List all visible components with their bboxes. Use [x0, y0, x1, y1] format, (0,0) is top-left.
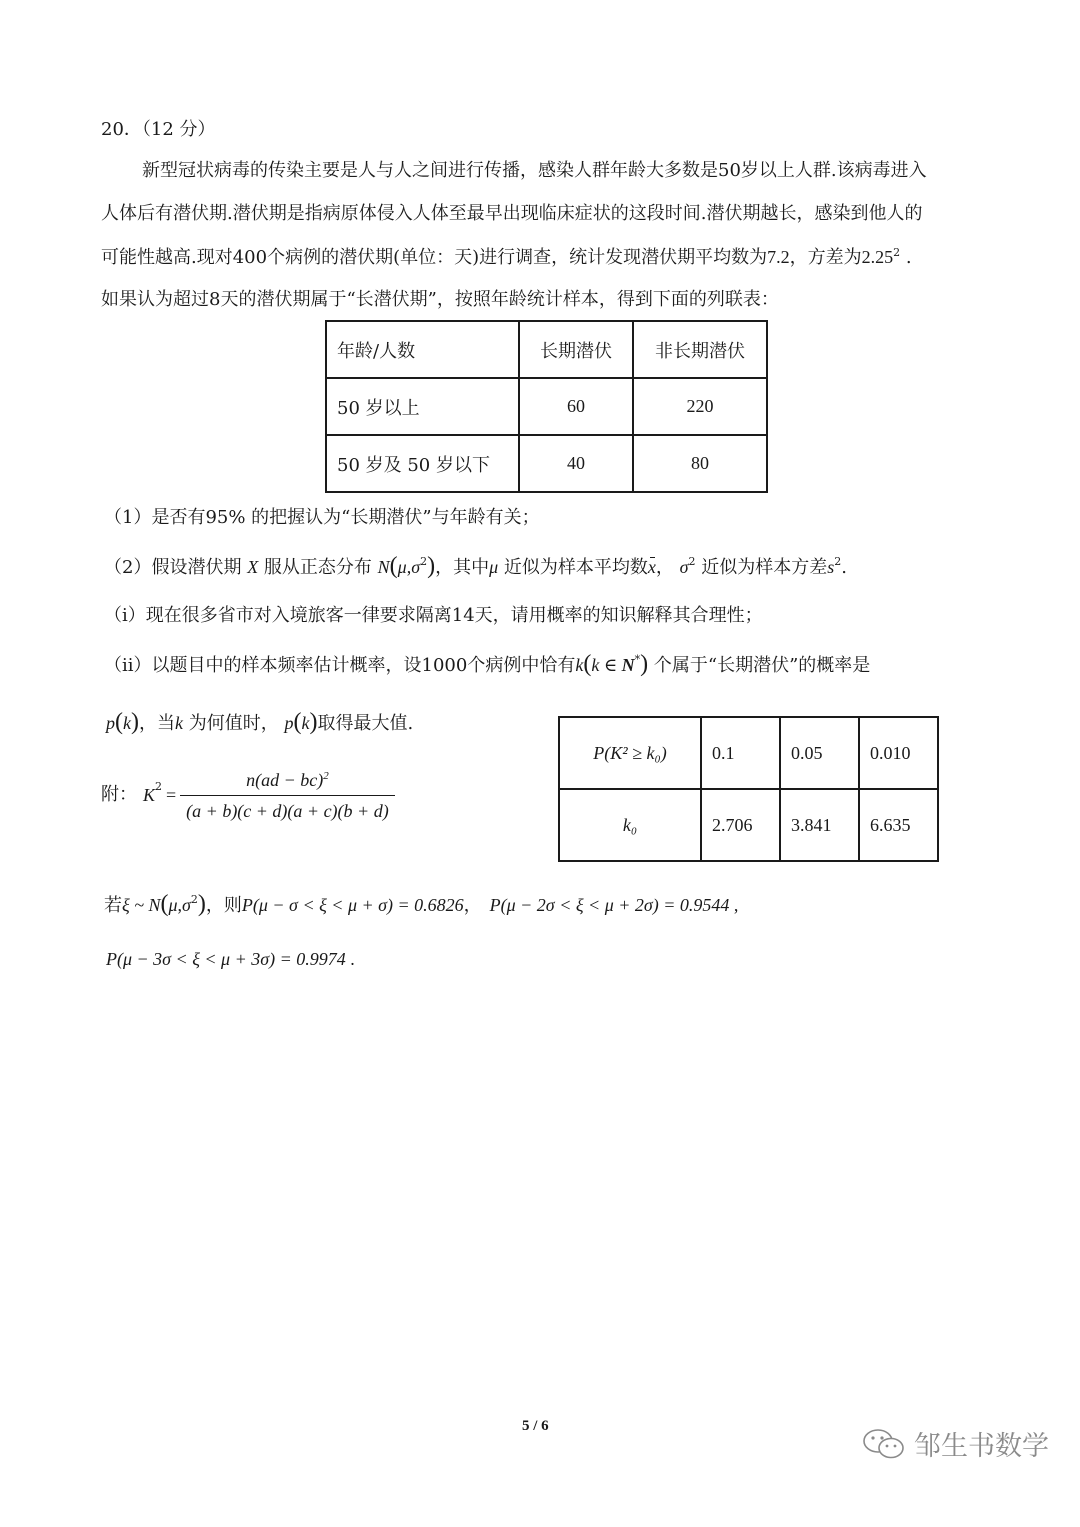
table-cell: 6.635 — [859, 789, 938, 861]
table-header-cell: k₀ — [559, 789, 701, 861]
normal-eq-3: P(μ − 3σ < ξ < μ + 3σ) = 0.9974 — [106, 949, 346, 969]
intro-line-4: 如果认为超过8天的潜伏期属于“长潜伏期”，按照年龄统计样本，得到下面的列联表： — [101, 289, 779, 310]
table-cell: 0.05 — [780, 717, 859, 789]
table-header-row — [326, 321, 767, 378]
normal-line-1: 若ξ ~ $N(\mu,\sigma^2)$，则P(μ − σ < ξ < μ + σ) = 0.6826， P(μ − 2σ < ξ < μ + 2σ) = 0.9544 , — [104, 891, 739, 917]
table-cell: 40 — [519, 435, 633, 492]
table-header-cell: 非长期潜伏 — [633, 321, 767, 378]
table-cell: 50 岁及 50 岁以下 — [326, 435, 519, 492]
appendix-label: 附： — [101, 784, 137, 805]
mean-value: 7.2 — [767, 247, 790, 267]
question-header: 20．（12 分） — [101, 119, 216, 140]
table-row — [326, 435, 767, 492]
table-cell: 50 岁以上 — [326, 378, 519, 435]
part-2: （2）假设潜伏期 X 服从正态分布 $N(\mu,\sigma^2)$，其中μ 近似为样本平均数x， $\sigma^2$ 近似为样本方差$s^2$. — [104, 553, 847, 579]
part-i: （i）现在很多省市对入境旅客一律要求隔离14天，请用概率的知识解释其合理性； — [104, 605, 763, 626]
table-header-cell: 年龄/人数 — [326, 321, 519, 378]
part-ii-line-2: p(k)，当k 为何值时， p(k)取得最大值. — [106, 709, 414, 735]
intro-line-3: 可能性越高.现对400个病例的潜伏期(单位：天)进行调查，统计发现潜伏期平均数为7.2，方差为2.25$^2$ . — [101, 246, 912, 268]
table-cell: 60 — [519, 378, 633, 435]
table-row — [326, 378, 767, 435]
page-number: 5 / 6 — [522, 1418, 549, 1434]
table-row — [559, 789, 938, 861]
wechat-icon — [862, 1427, 906, 1461]
variance-value: 2.25 — [861, 247, 894, 267]
table-cell: 2.706 — [701, 789, 780, 861]
table-cell: 220 — [633, 378, 767, 435]
table-row — [559, 717, 938, 789]
table-cell: 0.1 — [701, 717, 780, 789]
intro-line-1: 新型冠状病毒的传染主要是人与人之间进行传播，感染人群年龄大多数是50岁以上人群.该病毒进入 — [142, 160, 927, 181]
appendix-formula: 附： K $^2$ = $\frac{n(ad - bc)^2}{(a + b)(c + d)(a + c)(b + d)}$ — [101, 760, 395, 830]
table-header-cell: 长期潜伏 — [519, 321, 633, 378]
fraction-numerator: n(ad − bc)$^2$ — [180, 769, 395, 796]
table-cell: 0.010 — [859, 717, 938, 789]
normal-eq-2: P(μ − 2σ < ξ < μ + 2σ) = 0.9544 — [489, 895, 730, 915]
contingency-table — [325, 320, 768, 493]
intro-line-2: 人体后有潜伏期.潜伏期是指病原体侵入人体至最早出现临床症状的这段时间.潜伏期越长，感染到他人的 — [101, 203, 923, 224]
normal-line-2: P(μ − 3σ < ξ < μ + 3σ) = 0.9974 . — [106, 949, 355, 969]
fraction-denominator: (a + b)(c + d)(a + c)(b + d) — [186, 800, 389, 821]
watermark — [862, 1424, 1049, 1463]
part-1: （1）是否有95% 的把握认为“长期潜伏”与年龄有关； — [104, 507, 540, 528]
critical-value-table — [558, 716, 939, 862]
table-header-cell: P(K² ≥ k₀) — [559, 717, 701, 789]
watermark-text: 邹生书数学 — [914, 1431, 1049, 1462]
part-ii-line-1: （ii）以题目中的样本频率估计概率，设1000个病例中恰有k(k ∈ N*) 个属于“长期潜伏”的概率是 — [104, 651, 871, 677]
normal-eq-1: P(μ − σ < ξ < μ + σ) = 0.6826 — [241, 895, 464, 915]
k-squared-fraction — [180, 769, 395, 822]
table-cell: 3.841 — [780, 789, 859, 861]
table-cell: 80 — [633, 435, 767, 492]
